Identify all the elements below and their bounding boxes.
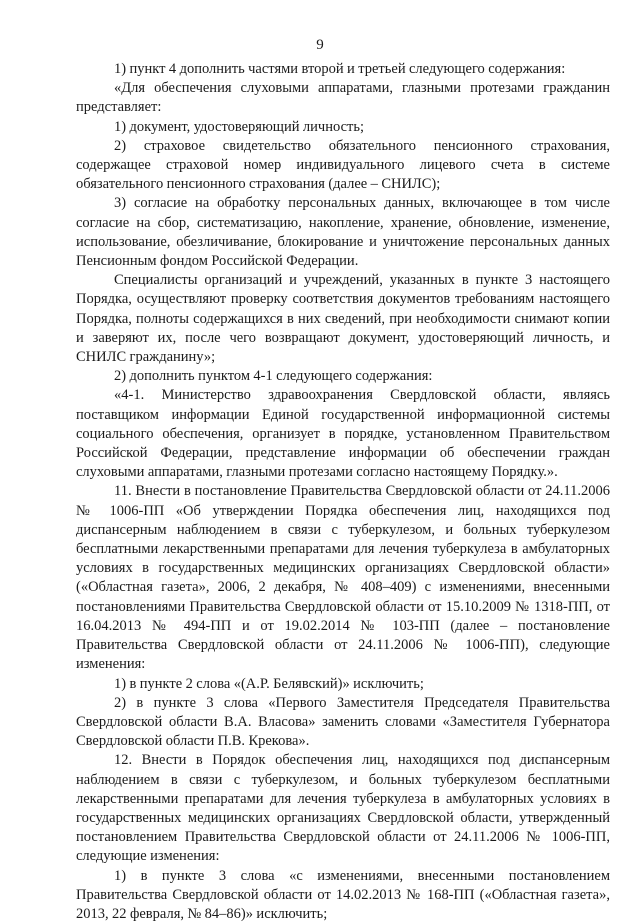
paragraph-11: 2) в пункте 3 слова «Первого Заместителя Председателя Правительства Свердловской области В.А. Власова» заменить словами «Заместителя Губернатора Свердловской области П.В. Крекова».: [76, 694, 610, 750]
paragraph-1: 1) пункт 4 дополнить частями второй и третьей следующего содержания:: [114, 61, 566, 77]
paragraph-3: 1) документ, удостоверяющий личность;: [114, 118, 364, 135]
paragraph-8: «4-1. Министерство здравоохранения Свердловской области, являясь поставщиком информации Единой государственной информационной системы социального обеспечения, организует в порядке, установленном Правительством Российской Федерации, представление информации об обеспечении граждан слуховыми аппаратами, глазными протезами согласно настоящему Порядку.».: [76, 387, 610, 481]
paragraph-2: «Для обеспечения слуховыми аппаратами, глазными протезами гражданин представляет:: [76, 80, 610, 116]
paragraph-10: 1) в пункте 2 слова «(А.Р. Белявский)» исключить;: [114, 675, 424, 692]
paragraph-12: 12. Внести в Порядок обеспечения лиц, находящихся под диспансерным наблюдением в связи с туберкулезом, и больных туберкулезом бесплатными лекарственными препаратами для лечения туберкулеза в амбулаторных условиях в государственных медицинских организациях Свердловской области, утвержденный постановлением Правительства Свердловской области от 24.11.2006 № 1006-ПП, следующие изменения:: [76, 752, 610, 865]
page-number: 9: [316, 37, 324, 53]
paragraph-6: Специалисты организаций и учреждений, указанных в пункте 3 настоящего Порядка, осуществляют проверку соответствия документов требованиям настоящего Порядка, полноты содержащихся в них сведений, при необходимости снимают копии и заверяют их, после чего возвращают документ, удостоверяющий личность, и СНИЛС гражданину»;: [76, 272, 610, 366]
paragraph-4: 2) страховое свидетельство обязательного пенсионного страхования, содержащее страховой номер индивидуального лицевого счета в системе обязательного пенсионного страхования (далее – СНИЛС);: [76, 137, 610, 193]
document-body: [76, 60, 610, 924]
paragraph-5: 3) согласие на обработку персональных данных, включающее в том числе согласие на сбор, систематизацию, накопление, хранение, обновление, изменение, использование, обезличивание, блокирование и уничтожение персональных данных Пенсионным фондом Российской Федерации.: [76, 195, 610, 270]
paragraph-13: 1) в пункте 3 слова «с изменениями, внесенными постановлением Правительства Свердловской области от 14.02.2013 № 168-ПП («Областная газета», 2013, 22 февраля, № 84–86)» исключить;: [76, 867, 610, 922]
paragraph-7: 2) дополнить пунктом 4-1 следующего содержания:: [114, 368, 433, 385]
paragraph-9: 11. Внести в постановление Правительства Свердловской области от 24.11.2006 № 1006-ПП «Об утверждении Порядка обеспечения лиц, находящихся под диспансерным наблюдением в связи с туберкулезом, и больных туберкулезом бесплатными лекарственными препаратами для лечения туберкулеза в амбулаторных условиях в государственных медицинских организациях Свердловской области» («Областная газета», 2006, 2 декабря, № 408–409) с изменениями, внесенными постановлениями Правительства Свердловской области от 15.10.2009 № 1318-ПП, от 16.04.2013 № 494-ПП и от 19.02.2014 № 103-ПП (далее – постановление Правительства Свердловской области от 24.11.2006 № 1006-ПП), следующие изменения:: [76, 483, 610, 673]
